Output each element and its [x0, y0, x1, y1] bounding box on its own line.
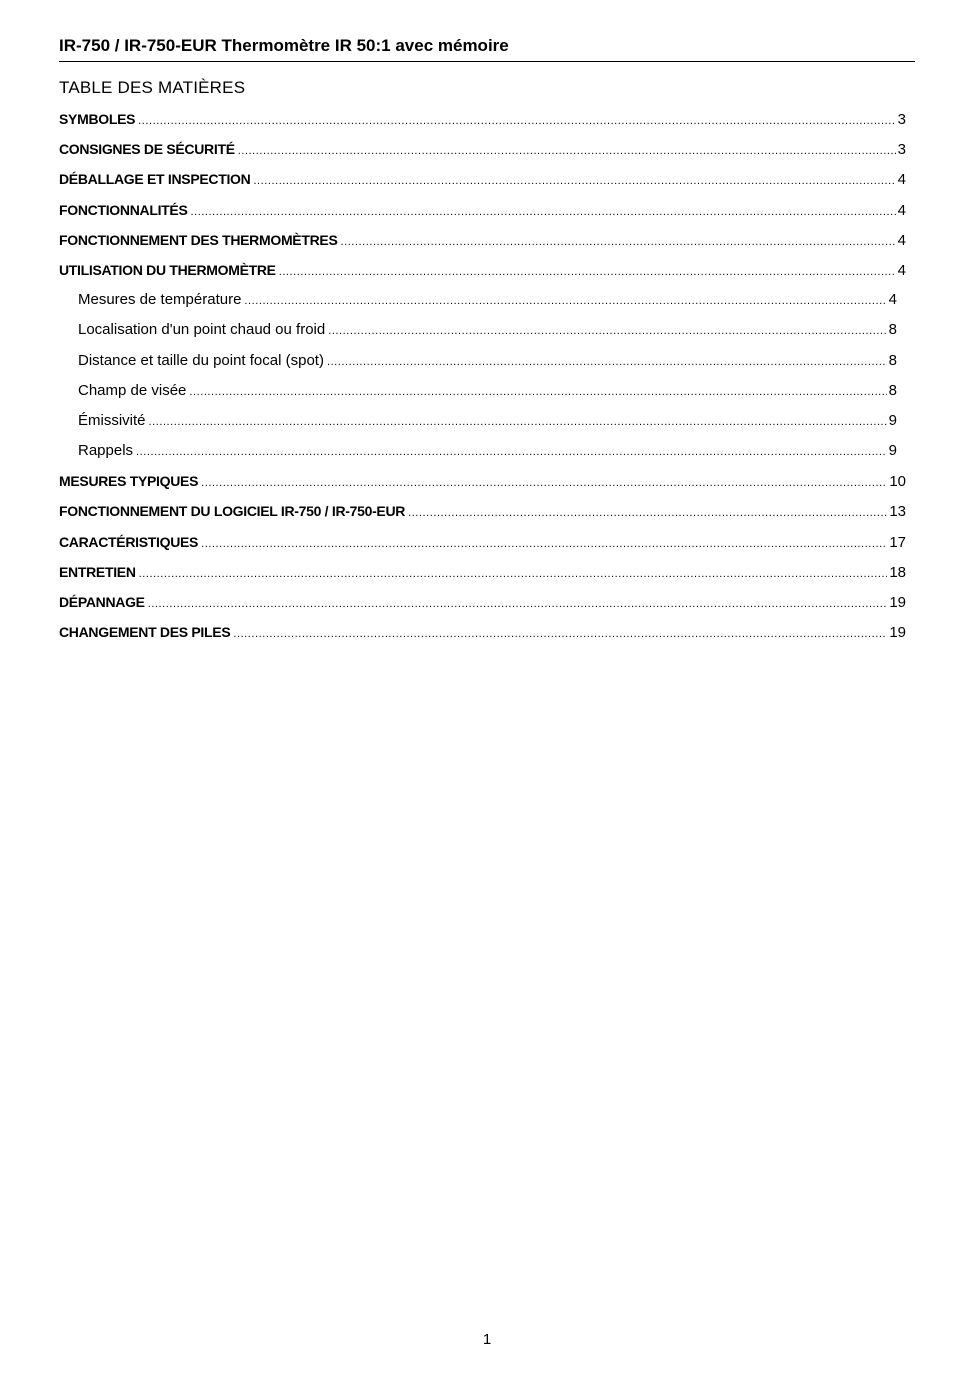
toc-entry-page-number: 8: [888, 351, 897, 369]
toc-dot-leader: [191, 202, 896, 222]
toc-entry[interactable]: [59, 562, 907, 592]
toc-entry-label: UTILISATION DU THERMOMÈTRE: [59, 261, 276, 278]
toc-entry-label: DÉPANNAGE: [59, 594, 145, 610]
toc-heading: TABLE DES MATIÈRES: [59, 78, 246, 97]
toc-entry[interactable]: [59, 441, 907, 471]
toc-entry-page-number: 17: [889, 533, 906, 551]
toc-entry-page-number: 4: [897, 261, 906, 279]
toc-dot-leader: [408, 503, 887, 523]
toc-entry[interactable]: [59, 260, 907, 290]
toc-entry-page-number: 18: [889, 563, 906, 581]
toc-entry[interactable]: [59, 320, 907, 350]
table-of-contents: [59, 109, 907, 652]
toc-entry-label: Localisation d'un point chaud ou froid: [78, 321, 326, 339]
toc-entry[interactable]: [59, 411, 907, 441]
toc-entry[interactable]: [59, 230, 907, 260]
toc-entry-page-number: 3: [897, 111, 906, 128]
document-title: IR-750 / IR-750-EUR Thermomètre IR 50:1 avec mémoire: [59, 36, 509, 55]
toc-dot-leader: [327, 352, 887, 372]
toc-dot-leader: [138, 111, 895, 131]
toc-entry[interactable]: [59, 592, 907, 622]
toc-entry[interactable]: [59, 501, 907, 531]
toc-entry[interactable]: [59, 381, 907, 411]
toc-entry-page-number: 19: [889, 594, 906, 611]
toc-entry-page-number: 8: [888, 321, 897, 339]
toc-entry-page-number: 13: [889, 503, 906, 521]
toc-entry-page-number: 8: [888, 381, 897, 399]
toc-entry-page-number: 4: [897, 201, 906, 219]
toc-dot-leader: [201, 534, 887, 554]
toc-entry-label: Mesures de température: [78, 291, 242, 309]
toc-dot-leader: [148, 594, 888, 614]
page-number: 1: [482, 1331, 492, 1348]
toc-entry-label: DÉBALLAGE ET INSPECTION: [59, 171, 251, 188]
toc-entry-page-number: 4: [897, 171, 906, 189]
toc-entry-label: ENTRETIEN: [59, 563, 136, 580]
toc-dot-leader: [253, 171, 895, 191]
toc-dot-leader: [328, 321, 886, 341]
toc-entry-page-number: 4: [897, 231, 906, 249]
toc-entry-label: Distance et taille du point focal (spot): [78, 351, 324, 369]
toc-entry[interactable]: [59, 622, 907, 652]
toc-entry[interactable]: [59, 471, 907, 501]
toc-dot-leader: [201, 473, 887, 493]
toc-entry-label: Champ de visée: [78, 381, 187, 399]
toc-dot-leader: [139, 564, 888, 584]
toc-entry[interactable]: [59, 109, 907, 139]
toc-dot-leader: [149, 412, 887, 432]
toc-entry[interactable]: [59, 351, 907, 381]
document-header: [59, 36, 915, 62]
toc-entry-page-number: 9: [888, 411, 897, 429]
toc-entry-label: CONSIGNES DE SÉCURITÉ: [59, 141, 235, 158]
toc-dot-leader: [233, 624, 887, 644]
toc-entry-label: FONCTIONNALITÉS: [59, 201, 188, 218]
toc-entry-page-number: 9: [888, 442, 897, 460]
toc-entry[interactable]: [59, 169, 907, 199]
toc-dot-leader: [279, 262, 896, 282]
toc-entry-page-number: 10: [889, 473, 906, 491]
toc-entry[interactable]: [59, 532, 907, 562]
toc-entry[interactable]: [59, 139, 907, 169]
toc-entry-page-number: 19: [889, 624, 906, 642]
toc-entry-label: SYMBOLES: [59, 111, 136, 127]
toc-entry-label: Rappels: [78, 442, 134, 460]
toc-entry-label: CARACTÉRISTIQUES: [59, 533, 199, 550]
toc-dot-leader: [238, 141, 896, 161]
toc-entry[interactable]: [59, 200, 907, 230]
toc-entry-label: Émissivité: [78, 411, 146, 429]
toc-entry-label: FONCTIONNEMENT DU LOGICIEL IR-750 / IR-750-EUR: [59, 503, 406, 520]
toc-entry-label: CHANGEMENT DES PILES: [59, 624, 231, 641]
toc-dot-leader: [340, 232, 895, 252]
toc-entry[interactable]: [59, 290, 907, 320]
toc-entry-label: MESURES TYPIQUES: [59, 473, 199, 490]
toc-dot-leader: [136, 442, 887, 462]
toc-entry-page-number: 3: [897, 141, 906, 159]
toc-entry-label: FONCTIONNEMENT DES THERMOMÈTRES: [59, 231, 338, 248]
toc-dot-leader: [244, 291, 886, 311]
toc-dot-leader: [189, 382, 886, 402]
toc-entry-page-number: 4: [888, 291, 897, 309]
